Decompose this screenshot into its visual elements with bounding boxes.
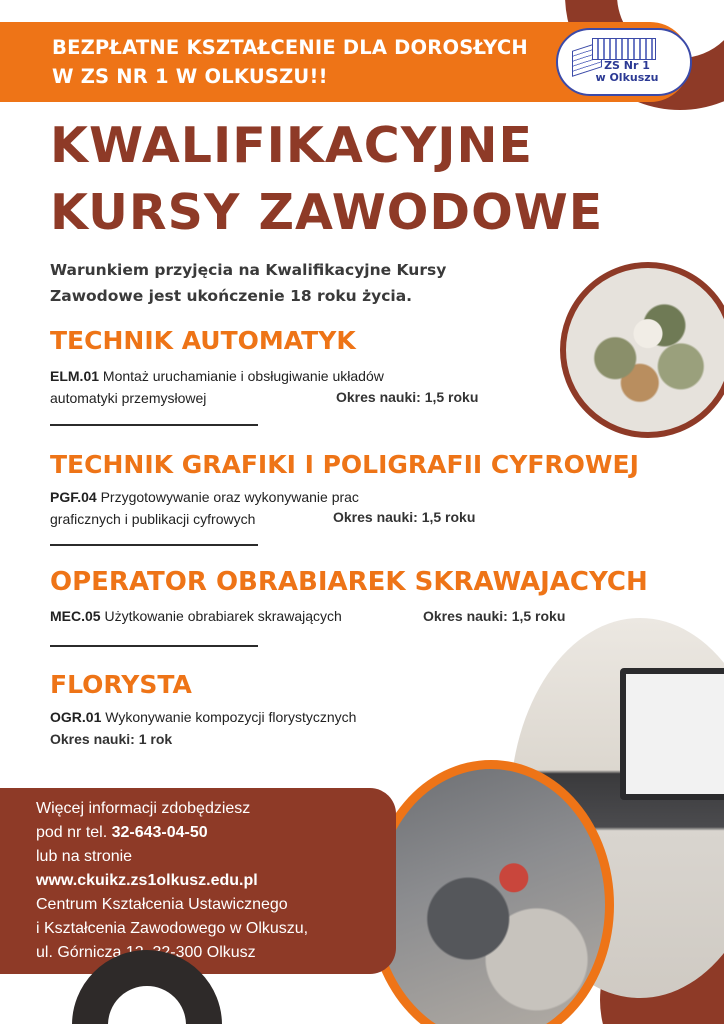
course-period: Okres nauki: 1,5 roku [336, 389, 479, 405]
banner-text [52, 33, 572, 91]
info-address: ul. Górnicza 12, 32-300 Olkusz [36, 944, 256, 961]
divider [50, 544, 258, 546]
course-title-technik-grafiki: TECHNIK GRAFIKI I POLIGRAFII CYFROWEJ [50, 450, 639, 479]
course-period: Okres nauki: 1 rok [50, 731, 173, 747]
info-line-6: i Kształcenia Zawodowego w Olkuszu, [36, 920, 309, 937]
logo-line-1: ZS Nr 1 [604, 59, 650, 72]
course-period: Okres nauki: 1,5 roku [333, 509, 476, 525]
course-desc-line-1: Użytkowanie obrabiarek skrawających [100, 608, 342, 624]
laptop-screen [620, 668, 724, 800]
course-desc-ogr01 [50, 706, 450, 728]
bouquet-photo [560, 262, 724, 438]
intro-line-2: Zawodowe jest ukończenie 18 roku życia. [50, 287, 413, 305]
logo-text [594, 60, 660, 84]
info-line-5: Centrum Kształcenia Ustawicznego [36, 896, 288, 913]
course-desc-mec05 [50, 605, 430, 627]
course-title-operator-obrabiarek: OPERATOR OBRABIAREK SKRAWAJACYCH [50, 567, 648, 597]
info-line-3: lub na stronie [36, 848, 133, 865]
page-title [50, 112, 710, 246]
course-title-technik-automatyk: TECHNIK AUTOMATYK [50, 326, 356, 355]
school-logo [556, 28, 692, 96]
course-code: ELM.01 [50, 368, 100, 384]
banner-line-2: W ZS NR 1 W OLKUSZU!! [52, 65, 328, 88]
info-line-1: Więcej informacji zdobędziesz [36, 800, 251, 817]
info-phone-line [36, 821, 386, 845]
course-desc-line-1: Przygotowywanie oraz wykonywanie prac [96, 489, 359, 505]
intro-line-1: Warunkiem przyjęcia na Kwalifikacyjne Kursy [50, 261, 447, 279]
divider [50, 424, 258, 426]
info-phone-prefix: pod nr tel. [36, 824, 112, 841]
admission-requirement [50, 257, 530, 309]
contact-info [36, 797, 386, 965]
divider [50, 645, 258, 647]
logo-building-icon [592, 38, 656, 60]
course-code: MEC.05 [50, 608, 101, 624]
logo-line-2: w Olkuszu [595, 71, 659, 84]
title-line-2: KURSY ZAWODOWE [50, 184, 604, 241]
course-desc-line-2: graficznych i publikacji cyfrowych [50, 511, 256, 527]
course-desc-line-1: Montaż uruchamianie i obsługiwanie układów [99, 368, 384, 384]
course-desc-line-1: Wykonywanie kompozycji florystycznych [101, 709, 357, 725]
course-code: PGF.04 [50, 489, 97, 505]
course-title-florysta: FLORYSTA [50, 670, 192, 699]
title-line-1: KWALIFIKACYJNE [50, 117, 533, 174]
phone-number[interactable]: 32-643-04-50 [111, 824, 208, 841]
banner-line-1: BEZPŁATNE KSZTAŁCENIE DLA DOROSŁYCH [52, 36, 528, 59]
course-code: OGR.01 [50, 709, 102, 725]
website-link[interactable]: www.ckuikz.zs1olkusz.edu.pl [36, 872, 258, 889]
course-period: Okres nauki: 1,5 roku [423, 608, 566, 624]
course-desc-line-2: automatyki przemysłowej [50, 390, 207, 406]
